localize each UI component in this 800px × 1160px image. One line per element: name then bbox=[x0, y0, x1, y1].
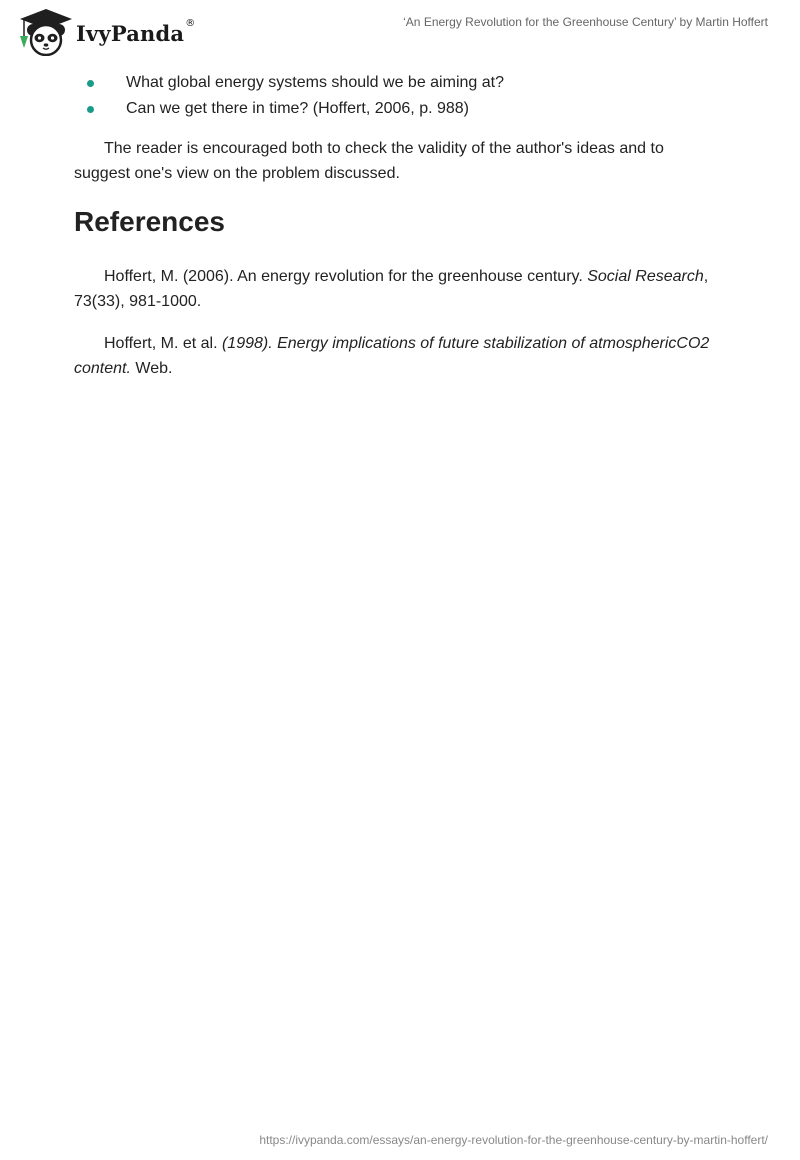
list-item-text: What global energy systems should we be aiming at? bbox=[126, 74, 504, 91]
reference-text: Hoffert, M. (2006). An energy revolution for the greenhouse century. bbox=[104, 268, 588, 285]
brand-name: IvyPanda bbox=[76, 20, 185, 46]
list-item bbox=[74, 96, 714, 122]
bullet-icon bbox=[87, 80, 94, 87]
references-heading: References bbox=[74, 206, 225, 237]
reference-details: , 73(33), 981-1000. bbox=[74, 268, 709, 310]
reference-work-title: (1998). Energy implications of future stabilization of atmosphericCO2 content. bbox=[74, 335, 710, 377]
reference-journal-title: Social Research bbox=[587, 268, 704, 285]
essay-content bbox=[74, 70, 714, 381]
list-item-text: Can we get there in time? (Hoffert, 2006, p. 988) bbox=[126, 100, 470, 117]
panda-graduate-icon bbox=[16, 8, 74, 56]
body-paragraph: The reader is encouraged both to check the validity of the author's ideas and to suggest one's view on the problem discussed. bbox=[74, 140, 664, 182]
footer-source-url[interactable]: https://ivypanda.com/essays/an-energy-revolution-for-the-greenhouse-century-by-martin-hoffert/ bbox=[259, 1133, 768, 1147]
ivypanda-logo[interactable] bbox=[16, 8, 195, 56]
running-header-title: ‘An Energy Revolution for the Greenhouse Century’ by Martin Hoffert bbox=[403, 15, 768, 29]
reference-entry bbox=[74, 264, 714, 314]
reference-text: Hoffert, M. et al. bbox=[104, 335, 222, 352]
question-list bbox=[74, 70, 714, 122]
list-item bbox=[74, 70, 714, 96]
bullet-icon bbox=[87, 106, 94, 113]
registered-mark: ® bbox=[185, 17, 196, 29]
reference-entry bbox=[74, 331, 714, 381]
reference-details: Web. bbox=[130, 360, 173, 377]
